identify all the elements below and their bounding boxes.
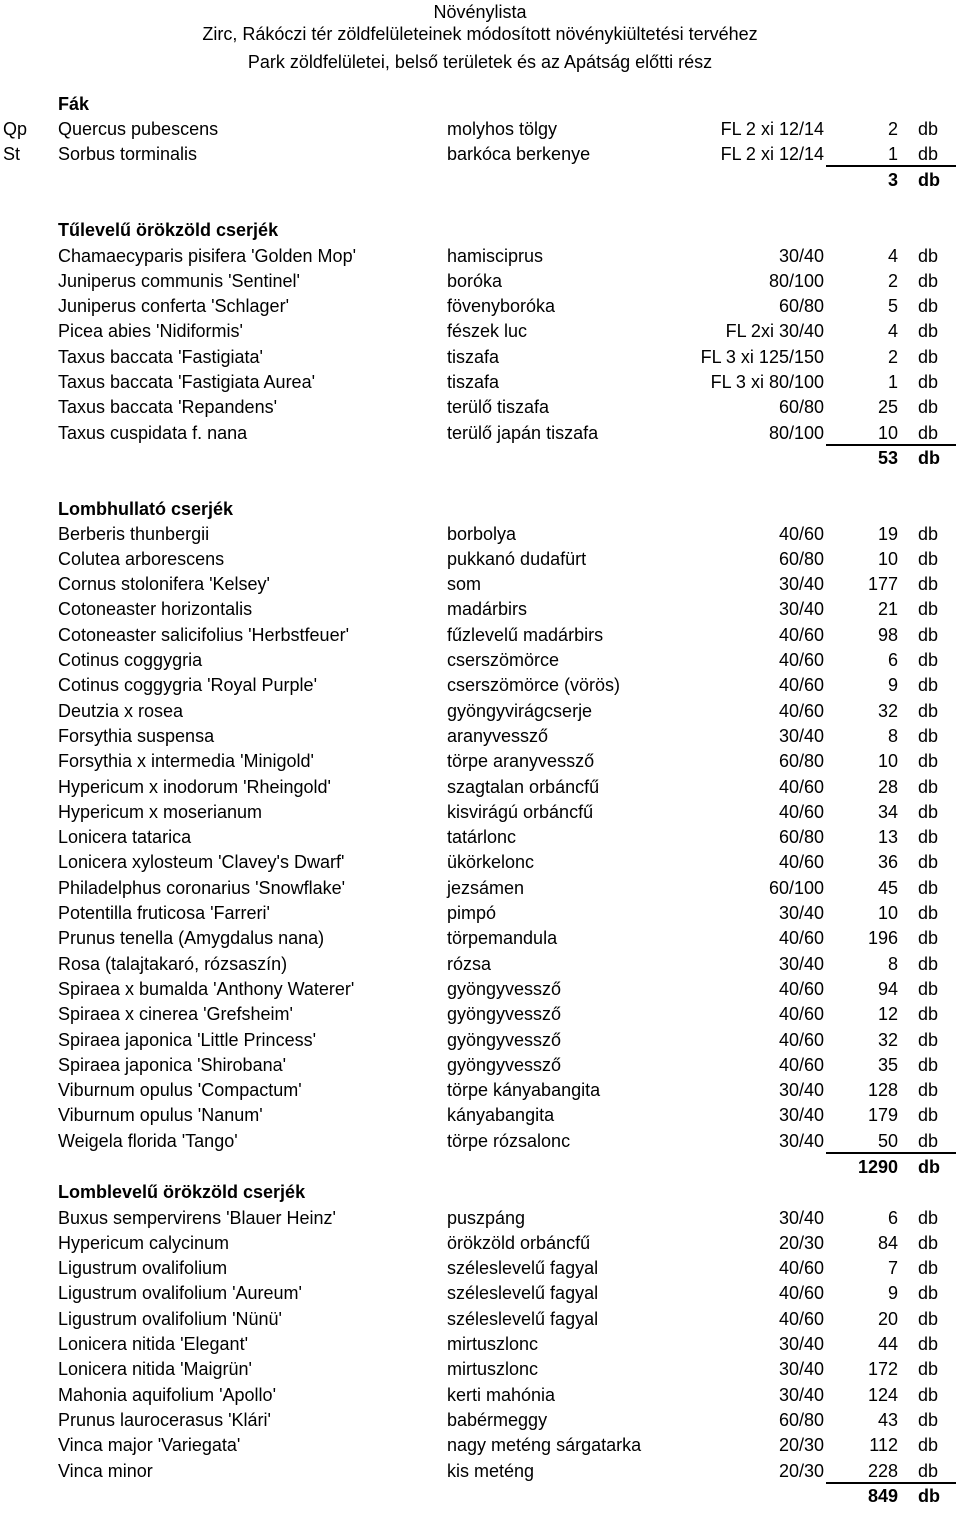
latin-name: Cornus stolonifera 'Kelsey' bbox=[58, 574, 270, 595]
hungarian-name: cserszömörce (vörös) bbox=[447, 675, 621, 696]
plant-quantity: 9 bbox=[887, 675, 898, 696]
section-total: 1290 bbox=[857, 1156, 898, 1177]
quantity-unit: db bbox=[918, 321, 939, 342]
plant-size: 40/60 bbox=[778, 928, 824, 949]
hungarian-name: terülő tiszafa bbox=[447, 397, 550, 418]
latin-name: Viburnum opulus 'Nanum' bbox=[58, 1105, 263, 1126]
plant-quantity: 4 bbox=[887, 321, 898, 342]
latin-name: Hypericum x inodorum 'Rheingold' bbox=[58, 776, 331, 797]
plant-quantity: 124 bbox=[867, 1384, 898, 1405]
document-title: Növénylista bbox=[433, 2, 527, 22]
plant-row bbox=[0, 775, 960, 800]
quantity-unit: db bbox=[918, 1409, 939, 1430]
quantity-unit: db bbox=[918, 296, 939, 317]
section-total: 849 bbox=[867, 1485, 898, 1506]
hungarian-name: aranyvessző bbox=[447, 725, 549, 746]
plant-quantity: 196 bbox=[867, 928, 898, 949]
plant-quantity: 179 bbox=[867, 1105, 898, 1126]
latin-name: Juniperus communis 'Sentinel' bbox=[58, 270, 300, 291]
latin-name: Berberis thunbergii bbox=[58, 523, 210, 544]
plant-size: 30/40 bbox=[778, 903, 824, 923]
quantity-unit: db bbox=[918, 877, 939, 898]
plant-size: 60/80 bbox=[778, 827, 824, 848]
hungarian-name: törpe aranyvessző bbox=[447, 751, 595, 772]
plant-size: 30/40 bbox=[778, 1207, 824, 1228]
quantity-unit: db bbox=[918, 1004, 939, 1025]
hungarian-name: babérmeggy bbox=[447, 1409, 548, 1430]
plant-size: FL 2 xi 12/14 bbox=[720, 118, 824, 139]
plant-row bbox=[0, 1256, 960, 1281]
plant-size: 20/30 bbox=[778, 1232, 824, 1253]
section-title: Fák bbox=[58, 94, 90, 114]
plant-row bbox=[0, 977, 960, 1002]
plant-quantity: 44 bbox=[877, 1334, 898, 1354]
plant-quantity: 84 bbox=[877, 1232, 898, 1253]
quantity-unit: db bbox=[918, 650, 939, 670]
plant-size: 40/60 bbox=[778, 978, 824, 999]
quantity-unit: db bbox=[918, 1232, 939, 1253]
hungarian-name: terülő japán tiszafa bbox=[447, 422, 599, 443]
plant-row bbox=[0, 1459, 960, 1484]
quantity-unit: db bbox=[918, 245, 939, 266]
hungarian-name: nagy meténg sárgatarka bbox=[447, 1435, 642, 1456]
quantity-unit: db bbox=[918, 346, 939, 367]
hungarian-name: ükörkelonc bbox=[447, 852, 535, 873]
plant-size: FL 2 xi 12/14 bbox=[720, 143, 824, 164]
plant-size: 80/100 bbox=[768, 270, 824, 291]
hungarian-name: széleslevelű fagyal bbox=[447, 1258, 599, 1279]
quantity-unit: db bbox=[918, 523, 939, 544]
plant-size: 30/40 bbox=[778, 725, 824, 746]
plant-row bbox=[0, 1053, 960, 1078]
latin-name: Potentilla fruticosa 'Farreri' bbox=[58, 903, 270, 923]
quantity-unit: db bbox=[918, 372, 939, 392]
latin-name: Ligustrum ovalifolium 'Aureum' bbox=[58, 1283, 302, 1304]
plant-row bbox=[0, 1281, 960, 1306]
plant-row bbox=[0, 547, 960, 572]
plant-quantity: 1 bbox=[887, 372, 898, 392]
plant-size: FL 2xi 30/40 bbox=[725, 321, 824, 342]
hungarian-name: gyöngyvessző bbox=[447, 1029, 562, 1050]
plant-row bbox=[0, 901, 960, 926]
plant-row bbox=[0, 1028, 960, 1053]
hungarian-name: törpemandula bbox=[447, 928, 558, 949]
plant-size: 30/40 bbox=[778, 1384, 824, 1405]
plant-size: 40/60 bbox=[778, 1054, 824, 1075]
plant-row bbox=[0, 345, 960, 370]
plant-quantity: 8 bbox=[887, 953, 898, 974]
latin-name: Vinca minor bbox=[58, 1460, 153, 1481]
plant-quantity: 5 bbox=[887, 296, 898, 317]
plant-quantity: 6 bbox=[887, 1207, 898, 1228]
plant-row bbox=[0, 319, 960, 344]
hungarian-name: boróka bbox=[447, 270, 503, 291]
plant-size: 60/80 bbox=[778, 397, 824, 418]
plant-size: 30/40 bbox=[778, 574, 824, 595]
hungarian-name: gyöngyvirágcserje bbox=[447, 700, 593, 721]
plant-quantity: 94 bbox=[877, 978, 898, 999]
quantity-unit: db bbox=[918, 599, 939, 620]
latin-name: Cotinus coggygria 'Royal Purple' bbox=[58, 675, 318, 696]
quantity-unit: db bbox=[918, 776, 939, 797]
plant-quantity: 6 bbox=[887, 650, 898, 670]
hungarian-name: kisvirágú orbáncfű bbox=[447, 801, 594, 822]
hungarian-name: szagtalan orbáncfű bbox=[447, 776, 600, 797]
latin-name: Cotoneaster salicifolius 'Herbstfeuer' bbox=[58, 624, 350, 645]
section-title: Lomblevelű örökzöld cserjék bbox=[58, 1182, 306, 1202]
hungarian-name: cserszömörce bbox=[447, 650, 560, 670]
latin-name: Spiraea x cinerea 'Grefsheim' bbox=[58, 1004, 293, 1025]
hungarian-name: fűzlevelű madárbirs bbox=[447, 624, 604, 645]
quantity-unit: db bbox=[918, 1080, 939, 1101]
plant-row bbox=[0, 370, 960, 395]
hungarian-name: tiszafa bbox=[447, 372, 500, 392]
latin-name: Hypericum calycinum bbox=[58, 1232, 230, 1253]
plant-row bbox=[0, 597, 960, 622]
latin-name: Philadelphus coronarius 'Snowflake' bbox=[58, 877, 346, 898]
latin-name: Cotinus coggygria bbox=[58, 650, 203, 670]
plant-quantity: 21 bbox=[877, 599, 898, 620]
latin-name: Spiraea japonica 'Shirobana' bbox=[58, 1054, 287, 1075]
plant-quantity: 4 bbox=[887, 245, 898, 266]
quantity-unit: db bbox=[918, 903, 939, 923]
latin-name: Chamaecyparis pisifera 'Golden Mop' bbox=[58, 245, 357, 266]
quantity-unit: db bbox=[918, 397, 939, 418]
plant-row bbox=[0, 1231, 960, 1256]
plant-size: 40/60 bbox=[778, 1283, 824, 1304]
plant-size: 40/60 bbox=[778, 852, 824, 873]
plant-quantity: 20 bbox=[877, 1308, 898, 1329]
plant-quantity: 32 bbox=[877, 700, 898, 721]
quantity-unit: db bbox=[918, 1130, 939, 1151]
plant-quantity: 2 bbox=[887, 346, 898, 367]
hungarian-name: fövenyboróka bbox=[447, 296, 556, 317]
plant-row bbox=[0, 572, 960, 597]
quantity-unit: db bbox=[918, 852, 939, 873]
latin-name: Quercus pubescens bbox=[58, 118, 219, 139]
plant-size: 40/60 bbox=[778, 776, 824, 797]
quantity-unit: db bbox=[918, 1156, 940, 1177]
plant-quantity: 9 bbox=[887, 1283, 898, 1304]
plant-size: FL 3 xi 80/100 bbox=[710, 372, 824, 392]
document-subtitle-2: Park zöldfelületei, belső területek és az Apátság előtti rész bbox=[247, 52, 713, 72]
plant-quantity: 19 bbox=[877, 523, 898, 544]
hungarian-name: rózsa bbox=[447, 953, 492, 974]
hungarian-name: törpe kányabangita bbox=[447, 1080, 601, 1101]
plant-quantity: 10 bbox=[877, 548, 898, 569]
plant-row bbox=[0, 876, 960, 901]
quantity-unit: db bbox=[918, 1029, 939, 1050]
hungarian-name: pukkanó dudafürt bbox=[447, 548, 587, 569]
latin-name: Ligustrum ovalifolium bbox=[58, 1258, 228, 1279]
quantity-unit: db bbox=[918, 548, 939, 569]
section-total-row bbox=[0, 1155, 960, 1180]
latin-name: Forsythia x intermedia 'Minigold' bbox=[58, 751, 314, 772]
plant-size: 40/60 bbox=[778, 650, 824, 670]
hungarian-name: pimpó bbox=[447, 903, 497, 923]
plant-size: 30/40 bbox=[778, 1130, 824, 1151]
plant-row bbox=[0, 522, 960, 547]
section-title: Tűlevelű örökzöld cserjék bbox=[58, 220, 279, 240]
quantity-unit: db bbox=[918, 143, 939, 164]
plant-row bbox=[0, 1307, 960, 1332]
plant-size: 40/60 bbox=[778, 1258, 824, 1279]
latin-name: Ligustrum ovalifolium 'Nünü' bbox=[58, 1308, 282, 1329]
plant-quantity: 43 bbox=[877, 1409, 898, 1430]
plant-row bbox=[0, 1002, 960, 1027]
quantity-unit: db bbox=[918, 827, 939, 848]
quantity-unit: db bbox=[918, 675, 939, 696]
section-title: Lombhullató cserjék bbox=[58, 499, 234, 519]
quantity-unit: db bbox=[918, 1105, 939, 1126]
latin-name: Lonicera tatarica bbox=[58, 827, 192, 848]
plant-size: 40/60 bbox=[778, 675, 824, 696]
plant-size: FL 3 xi 125/150 bbox=[700, 346, 824, 367]
plant-quantity: 172 bbox=[867, 1359, 898, 1380]
plant-row bbox=[0, 1332, 960, 1357]
hungarian-name: örökzöld orbáncfű bbox=[447, 1232, 591, 1253]
quantity-unit: db bbox=[918, 1359, 939, 1380]
plant-size: 40/60 bbox=[778, 624, 824, 645]
latin-name: Taxus baccata 'Fastigiata Aurea' bbox=[58, 372, 316, 392]
plant-row bbox=[0, 800, 960, 825]
quantity-unit: db bbox=[918, 1207, 939, 1228]
hungarian-name: törpe rózsalonc bbox=[447, 1130, 571, 1151]
plant-size: 60/100 bbox=[768, 877, 824, 898]
latin-name: Spiraea japonica 'Little Princess' bbox=[58, 1029, 317, 1050]
latin-name: Rosa (talajtakaró, rózsaszín) bbox=[58, 953, 288, 974]
latin-name: Colutea arborescens bbox=[58, 548, 225, 569]
hungarian-name: som bbox=[447, 574, 482, 595]
hungarian-name: madárbirs bbox=[447, 599, 528, 620]
plant-quantity: 10 bbox=[877, 903, 898, 923]
latin-name: Spiraea x bumalda 'Anthony Waterer' bbox=[58, 978, 355, 999]
hungarian-name: gyöngyvessző bbox=[447, 978, 562, 999]
plant-row bbox=[0, 699, 960, 724]
plant-row bbox=[0, 1103, 960, 1128]
plant-row bbox=[0, 142, 960, 167]
latin-name: Juniperus conferta 'Schlager' bbox=[58, 296, 290, 317]
quantity-unit: db bbox=[918, 574, 939, 595]
hungarian-name: borbolya bbox=[447, 523, 517, 544]
latin-name: Taxus baccata 'Fastigiata' bbox=[58, 346, 263, 367]
quantity-unit: db bbox=[918, 1054, 939, 1075]
latin-name: Hypericum x moserianum bbox=[58, 801, 263, 822]
plant-quantity: 8 bbox=[887, 725, 898, 746]
latin-name: Forsythia suspensa bbox=[58, 725, 215, 746]
quantity-unit: db bbox=[918, 1334, 939, 1354]
plant-row bbox=[0, 850, 960, 875]
quantity-unit: db bbox=[918, 751, 939, 772]
latin-name: Sorbus torminalis bbox=[58, 143, 198, 164]
hungarian-name: gyöngyvessző bbox=[447, 1054, 562, 1075]
quantity-unit: db bbox=[918, 447, 940, 468]
section-total-row bbox=[0, 168, 960, 193]
quantity-unit: db bbox=[918, 1384, 939, 1405]
plant-quantity: 34 bbox=[877, 801, 898, 822]
plant-size: 60/80 bbox=[778, 296, 824, 317]
latin-name: Taxus baccata 'Repandens' bbox=[58, 397, 278, 418]
quantity-unit: db bbox=[918, 725, 939, 746]
plant-size: 60/80 bbox=[778, 548, 824, 569]
plant-row bbox=[0, 294, 960, 319]
quantity-unit: db bbox=[918, 270, 939, 291]
hungarian-name: tatárlonc bbox=[447, 827, 517, 848]
plant-quantity: 10 bbox=[877, 422, 898, 443]
hungarian-name: kányabangita bbox=[447, 1105, 555, 1126]
plant-size: 60/80 bbox=[778, 1409, 824, 1430]
quantity-unit: db bbox=[918, 1308, 939, 1329]
latin-name: Prunus tenella (Amygdalus nana) bbox=[58, 928, 325, 949]
quantity-unit: db bbox=[918, 1258, 939, 1279]
quantity-unit: db bbox=[918, 928, 939, 949]
plant-code: Qp bbox=[3, 118, 28, 139]
plant-quantity: 1 bbox=[887, 143, 898, 164]
plant-row bbox=[0, 421, 960, 446]
plant-row bbox=[0, 1078, 960, 1103]
hungarian-name: hamisciprus bbox=[447, 245, 544, 266]
plant-quantity: 228 bbox=[867, 1460, 898, 1481]
hungarian-name: molyhos tölgy bbox=[447, 118, 558, 139]
quantity-unit: db bbox=[918, 953, 939, 974]
plant-size: 40/60 bbox=[778, 1004, 824, 1025]
latin-name: Cotoneaster horizontalis bbox=[58, 599, 253, 620]
plant-row bbox=[0, 1433, 960, 1458]
plant-row bbox=[0, 673, 960, 698]
plant-row bbox=[0, 749, 960, 774]
quantity-unit: db bbox=[918, 700, 939, 721]
section-total: 3 bbox=[887, 169, 898, 190]
quantity-unit: db bbox=[918, 118, 939, 139]
plant-size: 20/30 bbox=[778, 1460, 824, 1481]
plant-size: 40/60 bbox=[778, 1308, 824, 1329]
latin-name: Deutzia x rosea bbox=[58, 700, 184, 721]
plant-row bbox=[0, 648, 960, 673]
plant-size: 60/80 bbox=[778, 751, 824, 772]
latin-name: Lonicera xylosteum 'Clavey's Dwarf' bbox=[58, 852, 345, 873]
plant-row bbox=[0, 395, 960, 420]
quantity-unit: db bbox=[918, 624, 939, 645]
hungarian-name: kerti mahónia bbox=[447, 1384, 556, 1405]
latin-name: Picea abies 'Nidiformis' bbox=[58, 321, 243, 342]
quantity-unit: db bbox=[918, 1460, 939, 1481]
plant-quantity: 50 bbox=[877, 1130, 898, 1151]
plant-quantity: 128 bbox=[867, 1080, 898, 1101]
plant-quantity: 28 bbox=[877, 776, 898, 797]
hungarian-name: barkóca berkenye bbox=[447, 143, 591, 164]
latin-name: Weigela florida 'Tango' bbox=[58, 1130, 238, 1151]
plant-quantity: 177 bbox=[867, 574, 898, 595]
plant-code: St bbox=[3, 143, 21, 164]
latin-name: Taxus cuspidata f. nana bbox=[58, 422, 248, 443]
hungarian-name: tiszafa bbox=[447, 346, 500, 367]
hungarian-name: mirtuszlonc bbox=[447, 1359, 539, 1380]
plant-quantity: 13 bbox=[877, 827, 898, 848]
plant-size: 80/100 bbox=[768, 422, 824, 443]
plant-row bbox=[0, 825, 960, 850]
hungarian-name: széleslevelű fagyal bbox=[447, 1308, 599, 1329]
hungarian-name: széleslevelű fagyal bbox=[447, 1283, 599, 1304]
plant-size: 40/60 bbox=[778, 1029, 824, 1050]
plant-size: 30/40 bbox=[778, 1105, 824, 1126]
quantity-unit: db bbox=[918, 1283, 939, 1304]
plant-size: 40/60 bbox=[778, 523, 824, 544]
plant-quantity: 45 bbox=[877, 877, 898, 898]
latin-name: Viburnum opulus 'Compactum' bbox=[58, 1080, 302, 1101]
section-total-row bbox=[0, 1484, 960, 1509]
hungarian-name: puszpáng bbox=[447, 1207, 526, 1228]
latin-name: Mahonia aquifolium 'Apollo' bbox=[58, 1384, 277, 1405]
plant-row bbox=[0, 117, 960, 142]
plant-quantity: 32 bbox=[877, 1029, 898, 1050]
quantity-unit: db bbox=[918, 169, 940, 190]
plant-size: 30/40 bbox=[778, 1080, 824, 1101]
latin-name: Vinca major 'Variegata' bbox=[58, 1435, 241, 1456]
plant-row bbox=[0, 1129, 960, 1154]
section-total-row bbox=[0, 446, 960, 471]
plant-size: 30/40 bbox=[778, 599, 824, 620]
plant-quantity: 7 bbox=[887, 1258, 898, 1279]
plant-quantity: 98 bbox=[877, 624, 898, 645]
quantity-unit: db bbox=[918, 801, 939, 822]
plant-size: 40/60 bbox=[778, 700, 824, 721]
hungarian-name: gyöngyvessző bbox=[447, 1004, 562, 1025]
plant-row bbox=[0, 1357, 960, 1382]
section-total: 53 bbox=[877, 447, 898, 468]
plant-row bbox=[0, 1408, 960, 1433]
plant-row bbox=[0, 244, 960, 269]
plant-quantity: 112 bbox=[869, 1435, 898, 1456]
plant-quantity: 2 bbox=[887, 118, 898, 139]
hungarian-name: jezsámen bbox=[447, 877, 525, 898]
plant-size: 30/40 bbox=[778, 1359, 824, 1380]
plant-row bbox=[0, 1206, 960, 1231]
plant-quantity: 35 bbox=[877, 1054, 898, 1075]
plant-size: 40/60 bbox=[778, 801, 824, 822]
plant-quantity: 25 bbox=[877, 397, 898, 418]
latin-name: Lonicera nitida 'Elegant' bbox=[58, 1334, 249, 1354]
latin-name: Lonicera nitida 'Maigrün' bbox=[58, 1359, 252, 1380]
hungarian-name: kis meténg bbox=[447, 1460, 535, 1481]
plant-quantity: 2 bbox=[887, 270, 898, 291]
plant-size: 30/40 bbox=[778, 953, 824, 974]
plant-row bbox=[0, 926, 960, 951]
plant-row bbox=[0, 1383, 960, 1408]
latin-name: Buxus sempervirens 'Blauer Heinz' bbox=[58, 1207, 336, 1228]
hungarian-name: mirtuszlonc bbox=[447, 1334, 539, 1354]
quantity-unit: db bbox=[918, 422, 939, 443]
plant-quantity: 10 bbox=[877, 751, 898, 772]
document-subtitle: Zirc, Rákóczi tér zöldfelületeinek módosított növénykiültetési tervéhez bbox=[202, 24, 758, 44]
hungarian-name: fészek luc bbox=[447, 321, 528, 342]
quantity-unit: db bbox=[918, 1485, 940, 1506]
plant-row bbox=[0, 952, 960, 977]
latin-name: Prunus laurocerasus 'Klári' bbox=[58, 1409, 271, 1430]
plant-size: 30/40 bbox=[778, 1334, 824, 1354]
plant-row bbox=[0, 623, 960, 648]
plant-size: 20/30 bbox=[778, 1435, 824, 1456]
plant-row bbox=[0, 269, 960, 294]
quantity-unit: db bbox=[918, 978, 939, 999]
plant-size: 30/40 bbox=[778, 245, 824, 266]
plant-quantity: 12 bbox=[877, 1004, 898, 1025]
plant-quantity: 36 bbox=[877, 852, 898, 873]
plant-row bbox=[0, 724, 960, 749]
quantity-unit: db bbox=[918, 1435, 939, 1456]
